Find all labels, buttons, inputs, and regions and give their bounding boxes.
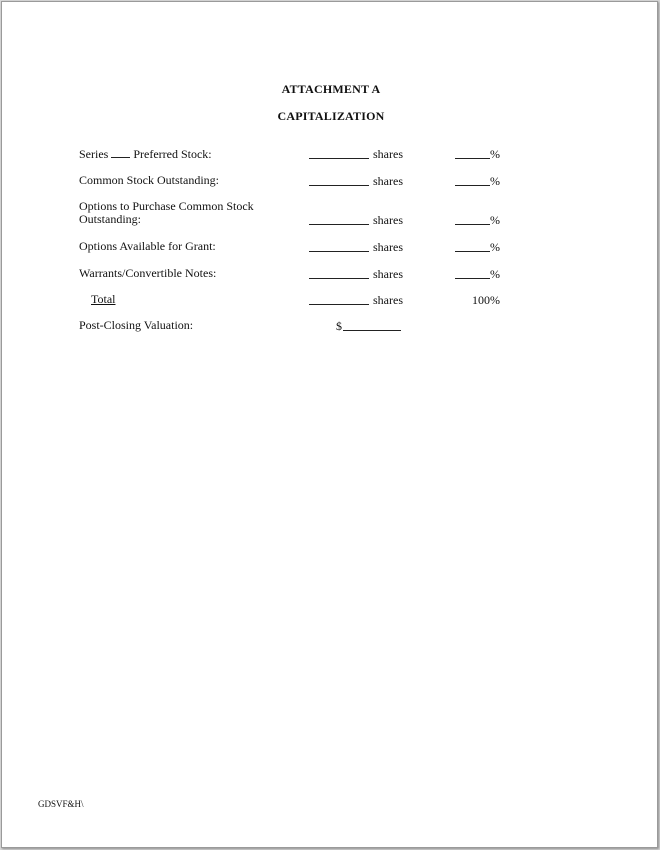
- total-label-wrap: [91, 293, 281, 306]
- percent-sign: %: [490, 147, 500, 161]
- total-label: Total: [91, 292, 116, 306]
- shares-blank: [309, 147, 369, 159]
- options-outstanding-row: [2, 200, 657, 234]
- options-outstanding-label-line2: Outstanding:: [79, 212, 141, 226]
- series-preferred-label: [79, 147, 269, 161]
- currency-symbol: $: [336, 319, 342, 333]
- percent-blank: [455, 213, 490, 225]
- shares-blank: [309, 293, 369, 305]
- attachment-title: ATTACHMENT A: [281, 82, 381, 96]
- percent-sign: %: [490, 240, 500, 254]
- capitalization-heading: CAPITALIZATION: [277, 109, 385, 123]
- document-footer-id: GDSVF&H\: [38, 799, 84, 809]
- shares-unit: shares: [373, 147, 403, 161]
- warrants-label: Warrants/Convertible Notes:: [79, 266, 217, 280]
- series-name-blank: [111, 147, 130, 158]
- options-outstanding-label: [79, 200, 269, 226]
- total-percent: 100%: [472, 293, 500, 307]
- shares-blank: [309, 267, 369, 279]
- percent-sign: %: [490, 213, 500, 227]
- common-stock-label: Common Stock Outstanding:: [79, 173, 220, 187]
- valuation-row: [2, 319, 657, 349]
- shares-blank: [309, 174, 369, 186]
- shares-blank: [309, 240, 369, 252]
- percent-blank: [455, 240, 490, 252]
- series-label-prefix: Series: [79, 147, 109, 161]
- percent-blank: [455, 267, 490, 279]
- series-label-suffix: Preferred Stock:: [133, 147, 212, 161]
- shares-unit: shares: [373, 213, 403, 227]
- document-page: [1, 1, 658, 848]
- shares-unit: shares: [373, 240, 403, 254]
- options-outstanding-label-line1: Options to Purchase Common Stock: [79, 199, 254, 213]
- shares-unit: shares: [373, 293, 403, 307]
- shares-unit: shares: [373, 174, 403, 188]
- shares-blank: [309, 213, 369, 225]
- percent-blank: [455, 174, 490, 186]
- valuation-label: Post-Closing Valuation:: [79, 318, 194, 332]
- shares-unit: shares: [373, 267, 403, 281]
- percent-blank: [455, 147, 490, 159]
- valuation-blank: [343, 319, 401, 331]
- options-available-label: Options Available for Grant:: [79, 239, 216, 253]
- percent-sign: %: [490, 267, 500, 281]
- percent-sign: %: [490, 174, 500, 188]
